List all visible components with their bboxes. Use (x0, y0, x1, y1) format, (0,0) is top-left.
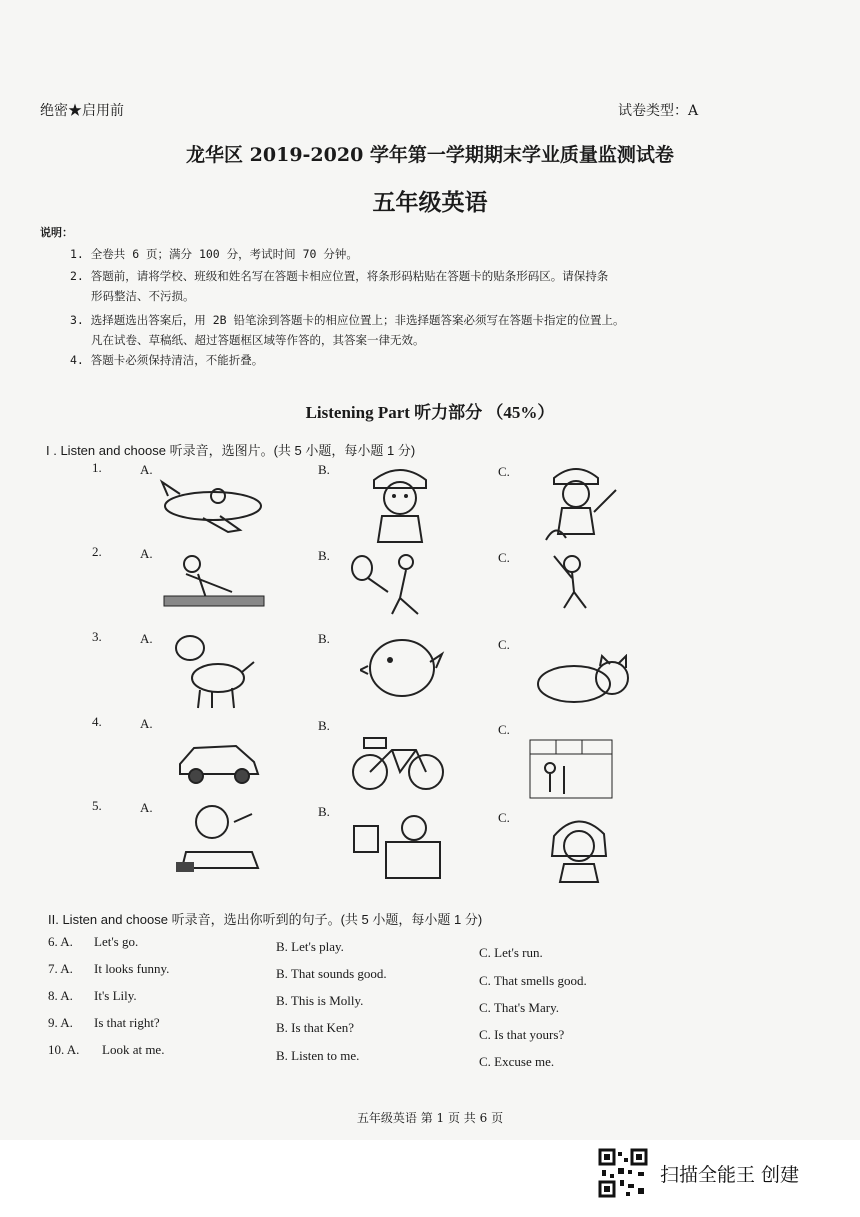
note-item: 4. 答题卡必须保持清洁，不能折叠。 (70, 353, 264, 367)
option-text: It's Lily. (94, 988, 137, 1003)
tennis-picture (348, 552, 438, 618)
reading-boy-picture (172, 800, 264, 880)
car-picture (176, 738, 262, 784)
question-number: 4. (92, 714, 102, 729)
option-label: C. (498, 550, 510, 565)
option-text: B. Listen to me. (276, 1048, 360, 1063)
option-text: C. That's Mary. (479, 1000, 559, 1015)
option-label: A. (140, 546, 153, 561)
option-text: Is that right? (94, 1015, 160, 1030)
boy-picture (360, 462, 440, 544)
page-footer: 五年级英语 第 1 页 共 6 页 (356, 1111, 504, 1125)
fireman-picture (536, 462, 620, 544)
sofa-picture (350, 808, 444, 882)
option-label: C. (498, 722, 510, 737)
option-text: Look at me. (102, 1042, 165, 1057)
question-number: 10. A. (48, 1042, 80, 1057)
exam-title: 龙华区 2019-2020 学年第一学期期末学业质量监测试卷 (186, 144, 674, 166)
confidential-label: 绝密★启用前 (40, 103, 124, 119)
note-item: 2. 答题前，请将学校、班级和姓名写在答题卡相应位置，将条形码粘贴在答题卡的贴条形码区。请保持条 (70, 269, 609, 283)
note-item: 凡在试卷、草稿纸、超过答题框区域等作答的，其答案一律无效。 (91, 333, 425, 347)
scanner-label: 扫描全能王 创建 (660, 1163, 800, 1186)
option-text: B. This is Molly. (276, 993, 364, 1008)
option-label: B. (318, 804, 330, 819)
option-label: B. (318, 548, 330, 563)
option-text: It looks funny. (94, 961, 170, 976)
question-number: 2. (92, 544, 102, 559)
paper-type-label: 试卷类型：A (618, 103, 699, 119)
option-label: C. (498, 810, 510, 825)
question-number: 5. (92, 798, 102, 813)
question-number: 6. A. (48, 934, 73, 949)
question-number: 1. (92, 460, 102, 475)
part1-heading: I . Listen and choose 听录音，选图片。(共 5 小题，每小题 1 分) (46, 443, 416, 458)
option-label: A. (140, 631, 153, 646)
bird-picture (360, 632, 446, 704)
option-label: A. (140, 716, 153, 731)
option-text: B. That sounds good. (276, 966, 387, 981)
option-text: B. Is that Ken? (276, 1020, 354, 1035)
option-label: C. (498, 637, 510, 652)
option-label: A. (140, 800, 153, 815)
part2-heading: II. Listen and choose 听录音，选出你听到的句子。(共 5 小题，每小题 1 分) (48, 912, 483, 927)
airplane-picture (158, 478, 268, 534)
option-text: C. That smells good. (479, 973, 587, 988)
qr-code-icon (598, 1148, 648, 1198)
note-item: 1. 全卷共 6 页；满分 100 分，考试时间 70 分钟。 (70, 247, 358, 261)
note-item: 形码整洁、不污损。 (91, 289, 195, 303)
option-label: B. (318, 718, 330, 733)
option-text: B. Let's play. (276, 939, 344, 954)
option-label: B. (318, 631, 330, 646)
baseball-picture (544, 552, 608, 612)
question-number: 9. A. (48, 1015, 73, 1030)
notes-label: 说明： (40, 226, 73, 239)
option-text: C. Excuse me. (479, 1054, 555, 1069)
subway-station-picture (526, 736, 616, 802)
ping-pong-picture (162, 552, 268, 612)
option-label: A. (140, 462, 153, 477)
bicycle-picture (350, 732, 446, 792)
option-text: Let's go. (94, 934, 139, 949)
dog-picture (162, 628, 258, 710)
option-label: B. (318, 462, 330, 477)
exam-subtitle: 五年级英语 (372, 189, 488, 216)
listening-title: Listening Part 听力部分 （45%） (305, 403, 555, 422)
option-label: C. (498, 464, 510, 479)
option-text: C. Is that yours? (479, 1027, 565, 1042)
question-number: 8. A. (48, 988, 73, 1003)
option-text: C. Let's run. (479, 945, 543, 960)
girl-picture (544, 812, 616, 884)
cat-picture (534, 654, 638, 706)
question-number: 7. A. (48, 961, 73, 976)
note-item: 3. 选择题选出答案后，用 2B 铅笔涂到答题卡的相应位置上；非选择题答案必须写在答题卡指定的位置上。 (70, 313, 625, 327)
scanner-watermark (598, 1148, 799, 1198)
question-number: 3. (92, 629, 102, 644)
